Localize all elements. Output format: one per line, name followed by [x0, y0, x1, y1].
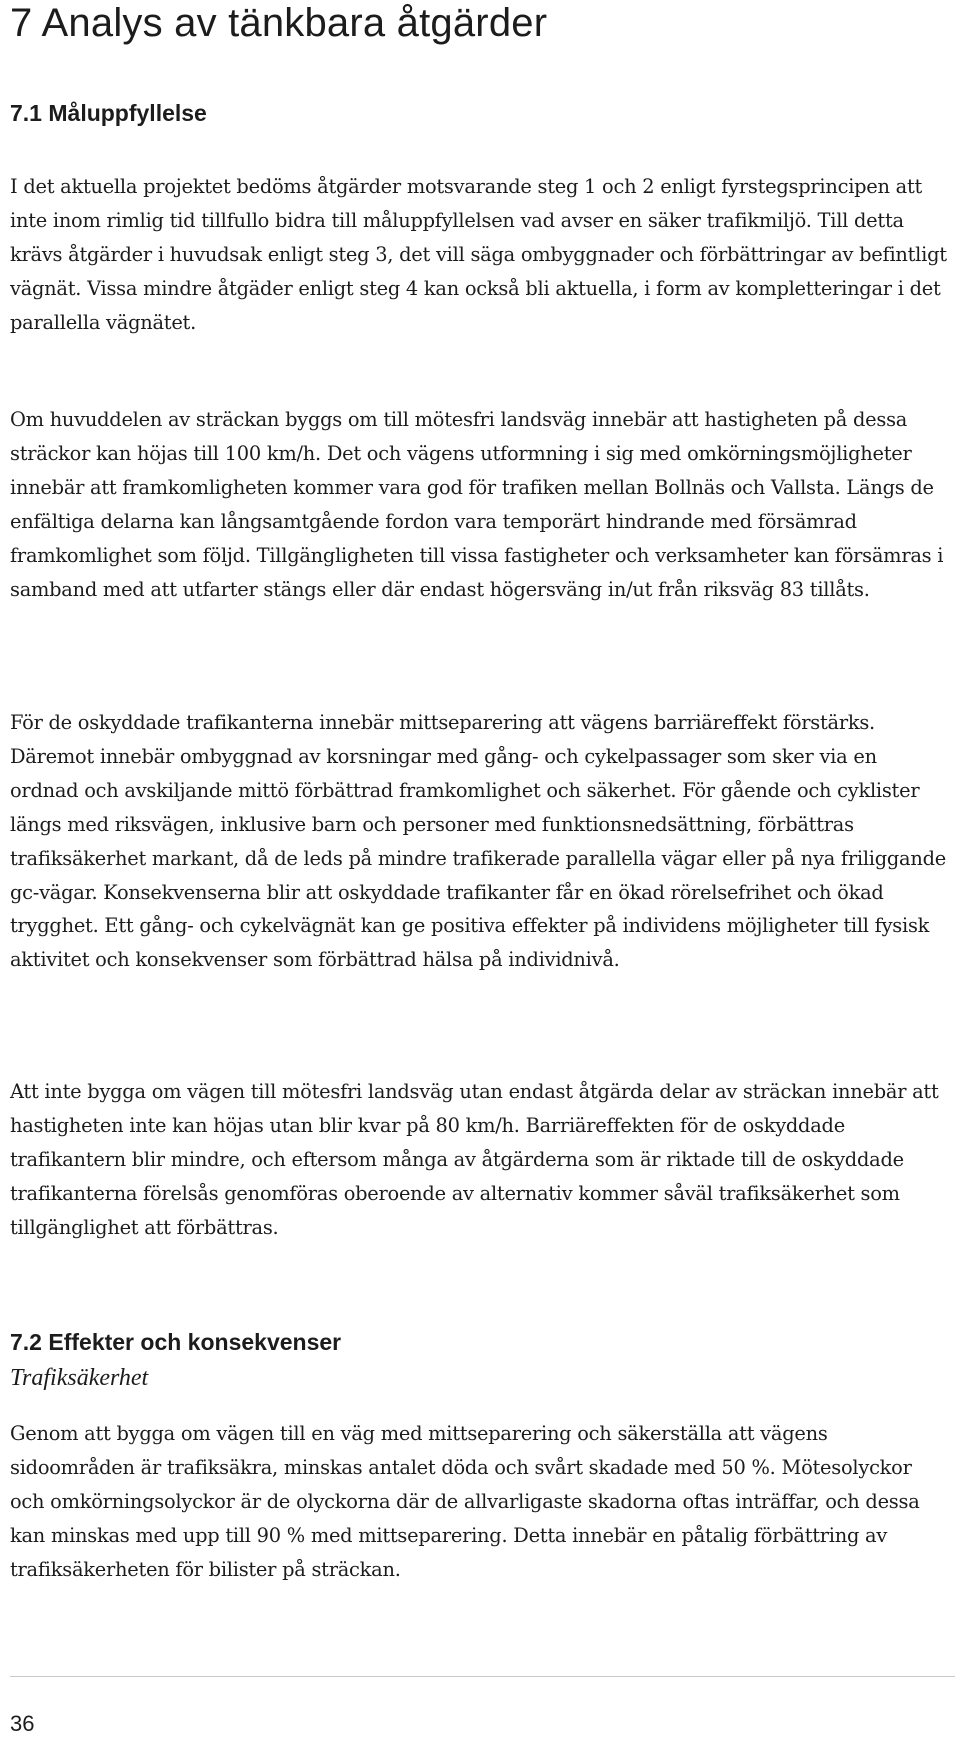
section-heading-7-1: 7.1 Måluppfyllelse — [10, 100, 207, 126]
paragraph: För de oskyddade trafikanterna innebär mittseparering att vägens barriäreffekt förstärks. Däremot innebär ombyggnad av korsningar med gång- och cykelpassager som sker via en ordnad och avskiljande mittö förbättrad framkomlighet och säkerhet. För gående och cyklister längs med riksvägen, inklusive barn och personer med funktionsnedsättning, förbättras trafiksäkerhet markant, då de leds på mindre trafikerade parallella vägar eller på nya friliggande gc-vägar. Konsekvenserna blir att oskyddade trafikanter får en ökad rörelsefrihet och ökad trygghet. Ett gång- och cykelvägnät kan ge positiva effekter på individens möjligheter till fysisk aktivitet och konsekvenser som förbättrad hälsa på individnivå. — [10, 711, 946, 972]
paragraph: Genom att bygga om vägen till en väg med mittseparering och säkerställa att vägens sidoområden är trafiksäkra, minskas antalet döda och svårt skadade med 50 %. Mötesolyckor och omkörningsolyckor är de olyckorna där de allvarligaste skadorna oftas inträffar, och dessa kan minskas med upp till 90 % med mittseparering. Detta innebär en påtalig förbättring av trafiksäkerheten för bilister på sträckan. — [10, 1422, 920, 1581]
footer-divider — [10, 1676, 955, 1677]
section-heading-7-2: 7.2 Effekter och konsekvenser — [10, 1329, 342, 1355]
paragraph: I det aktuella projektet bedöms åtgärder motsvarande steg 1 och 2 enligt fyrstegsprincipen att inte inom rimlig tid tillfullo bidra till måluppfyllelsen vad avser en säker trafikmiljö. Till detta krävs åtgärder i huvudsak enligt steg 3, det vill säga ombyggnader och förbättringar av befintligt vägnät. Vissa mindre åtgäder enligt steg 4 kan också bli aktuella, i form av kompletteringar i det parallella vägnätet. — [10, 175, 947, 334]
subheading-trafiksakerhet: Trafiksäkerhet — [10, 1365, 149, 1391]
paragraph: Att inte bygga om vägen till mötesfri landsväg utan endast åtgärda delar av sträckan innebär att hastigheten inte kan höjas utan blir kvar på 80 km/h. Barriäreffekten för de oskyddade trafikantern blir mindre, och eftersom många av åtgärderna som är riktade till de oskyddade trafikanterna förelsås genomföras oberoende av alternativ kommer såväl trafiksäkerhet som tillgänglighet att förbättras. — [10, 1080, 939, 1239]
page-number: 36 — [10, 1711, 35, 1736]
paragraph: Om huvuddelen av sträckan byggs om till mötesfri landsväg innebär att hastigheten på dessa sträckor kan höjas till 100 km/h. Det och vägens utformning i sig med omkörningsmöjligheter innebär att framkomligheten kommer vara god för trafiken mellan Bollnäs och Vallsta. Längs de enfältiga delarna kan långsamtgående fordon vara temporärt hindrande med försämrad framkomlighet som följd. Tillgängligheten till vissa fastigheter och verksamheter kan försämras i samband med att utfarter stängs eller där endast högersväng in/ut från riksväg 83 tillåts. — [10, 408, 944, 601]
chapter-title: 7 Analys av tänkbara åtgärder — [10, 1, 548, 45]
